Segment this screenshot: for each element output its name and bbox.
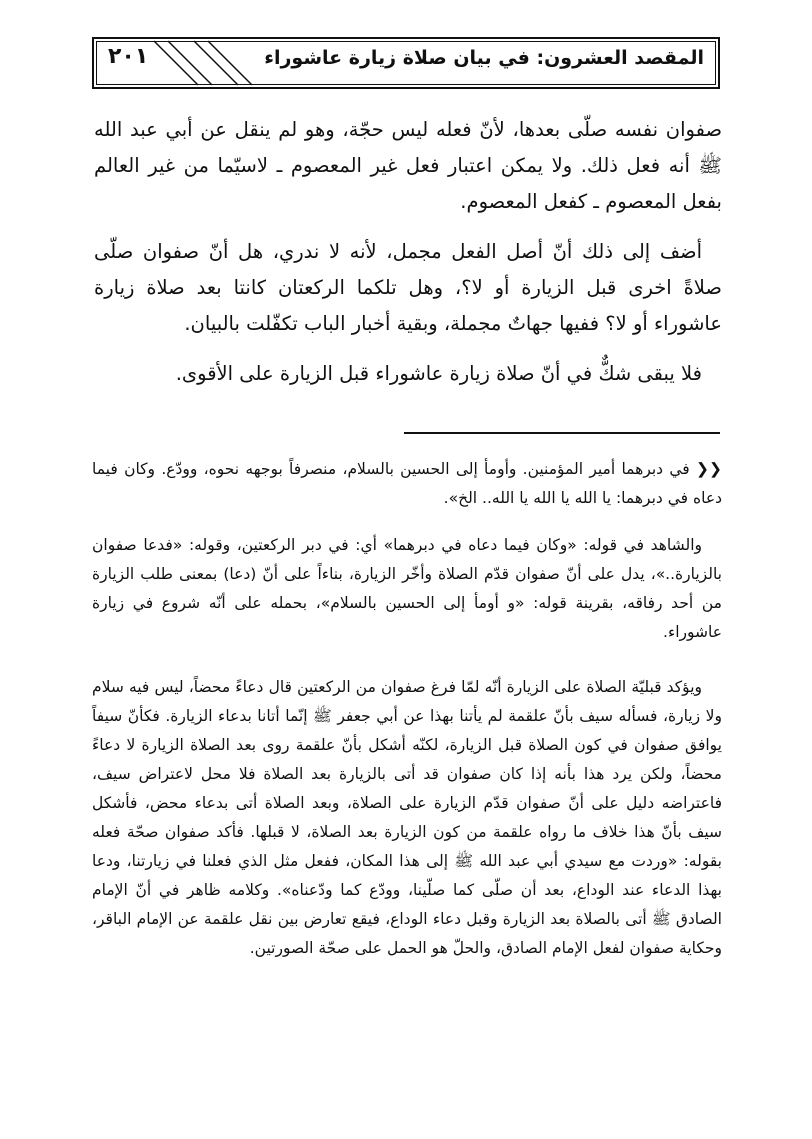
footnote-3: [92, 673, 722, 963]
main-text-paragraph-1: [94, 112, 722, 220]
paragraph-text: صفوان نفسه صلّى بعدها، لأنّ فعله ليس حجّة، وهو لم ينقل عن أبي عبد الله ﷺ أنه فعل ذلك. ولا يمكن اعتبار فعل غير المعصوم ـ لاسيّما من غير العالم بفعل المعصوم ـ كفعل المعصوم.: [94, 118, 722, 213]
footnote-separator: [404, 432, 720, 434]
paragraph-text: فلا يبقى شكٌّ في أنّ صلاة زيارة عاشوراء قبل الزيارة على الأقوى.: [175, 362, 702, 385]
footnote-marker: ❮❮: [696, 460, 722, 478]
main-text-paragraph-3: [94, 356, 722, 392]
footnote-text: ويؤكد قبليّة الصلاة على الزيارة أنّه لمّا فرغ صفوان من الركعتين قال دعاءً محضاً، ليس فيه سلام ولا زيارة، فسأله سيف بأنّ علقمة لم يأتنا بهذا عن أبي جعفر ﷺ إنّما أتانا بدعاء الزيارة. فكأنّ سيفاً يوافق صفوان في كون الصلاة قبل الزيارة، لكنّه أشكل بأنّ علقمة روى بعد الصلاة الزيارة لا دعاءً محضاً، ولكن يرد هذا بأنه إذا كان صفوان قد أتى بالزيارة بعد الصلاة فلا محل لاعتراض سيف، فاعتراضه دليل على أنّ صفوان قدّم الزيارة على الصلاة، وبعد الصلاة أتى بدعاء محض، فأشكل سيف بأنّ هذا خلاف ما رواه علقمة من كون الزيارة بعد الصلاة، لا قبلها. فأكد صفوان صحّة فعله بقوله: «وردت مع سيدي أبي عبد الله ﷺ إلى هذا المكان، ففعل مثل الذي فعلنا في زيارتنا، ودعا بهذا الدعاء عند الوداع، بعد أن صلّى كما صلّينا، وودّع كما ودّعناه». وكلامه ظاهر في أنّ الإمام الصادق ﷺ أتى بالصلاة بعد الزيارة وقبل دعاء الوداع، فيقع تعارض بين نقل علقمة عن الإمام الباقر، وحكاية صفوان لفعل الإمام الصادق، والحلّ هو الحمل على صحّة الصورتين.: [92, 678, 722, 957]
footnote-2: [92, 531, 722, 647]
footnote-text: في دبرهما أمير المؤمنين. وأومأ إلى الحسين بالسلام، منصرفاً بوجهه نحوه، وودّع. وكان فيما دعاه في دبرهما: يا الله يا الله يا الله.. الخ».: [92, 460, 722, 507]
paragraph-text: أضف إلى ذلك أنّ أصل الفعل مجمل، لأنه لا ندري، هل أنّ صفوان صلّى صلاةً اخرى قبل الزيارة أو لا؟، وهل تلكما الركعتان كانتا بعد صلاة زيارة عاشوراء أو لا؟ ففيها جهاتٌ مجملة، وبقية أخبار الباب تكفّلت بالبيان.: [94, 240, 722, 335]
page-number: ٢٠١: [108, 44, 149, 69]
running-header: [92, 37, 720, 89]
footnote-1: [92, 455, 722, 513]
chapter-title: المقصد العشرون: في بيان صلاة زيارة عاشوراء: [264, 47, 704, 69]
footnote-text: والشاهد في قوله: «وكان فيما دعاه في دبرهما» أي: في دبر الركعتين، وقوله: «فدعا صفوان بالزيارة..»، يدل على أنّ صفوان قدّم الصلاة وأخّر الزيارة، بناءاً على أنّ (دعا) بمعنى طلب الزيارة من أحد رفاقه، بقرينة قوله: «و أومأ إلى الحسين بالسلام»، بحمله على أنّه شروع في زيارة عاشوراء.: [92, 536, 722, 641]
main-text-paragraph-2: [94, 234, 722, 342]
